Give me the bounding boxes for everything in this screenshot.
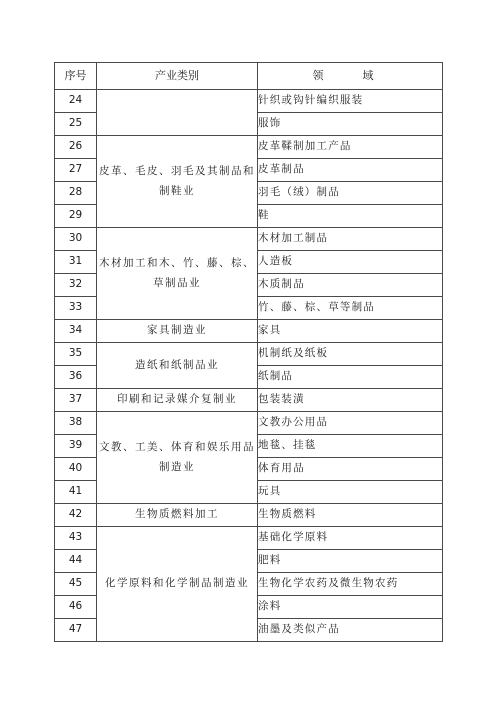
industry-category: 造纸和纸制品业 xyxy=(97,343,258,389)
table-body xyxy=(55,90,443,642)
domain-cell: 机制纸及纸板 xyxy=(258,343,443,366)
table-row xyxy=(55,527,443,550)
table-row xyxy=(55,504,443,527)
row-number: 46 xyxy=(55,596,97,619)
domain-cell: 涂料 xyxy=(258,596,443,619)
row-number: 33 xyxy=(55,297,97,320)
row-number: 45 xyxy=(55,573,97,596)
row-number: 39 xyxy=(55,435,97,458)
domain-cell: 皮革制品 xyxy=(258,159,443,182)
row-number: 27 xyxy=(55,159,97,182)
industry-category: 文教、工美、体育和娱乐用品制造业 xyxy=(97,412,258,504)
row-number: 44 xyxy=(55,550,97,573)
table-header-row xyxy=(55,63,443,90)
table-row xyxy=(55,320,443,343)
header-domain: 领 域 xyxy=(258,63,443,90)
industry-category: 化学原料和化学制品制造业 xyxy=(97,527,258,642)
domain-cell: 基础化学原料 xyxy=(258,527,443,550)
domain-cell: 玩具 xyxy=(258,481,443,504)
domain-cell: 油墨及类似产品 xyxy=(258,619,443,642)
domain-cell: 生物质燃料 xyxy=(258,504,443,527)
industry-category: 木材加工和木、竹、藤、棕、草制品业 xyxy=(97,228,258,320)
row-number: 38 xyxy=(55,412,97,435)
table-row xyxy=(55,136,443,159)
industry-category: 皮革、毛皮、羽毛及其制品和制鞋业 xyxy=(97,136,258,228)
domain-cell: 羽毛（绒）制品 xyxy=(258,182,443,205)
row-number: 42 xyxy=(55,504,97,527)
row-number: 35 xyxy=(55,343,97,366)
domain-cell: 皮革鞣制加工产品 xyxy=(258,136,443,159)
row-number: 30 xyxy=(55,228,97,251)
domain-cell: 竹、藤、棕、草等制品 xyxy=(258,297,443,320)
row-number: 26 xyxy=(55,136,97,159)
industry-category xyxy=(97,90,258,136)
row-number: 47 xyxy=(55,619,97,642)
row-number: 25 xyxy=(55,113,97,136)
row-number: 40 xyxy=(55,458,97,481)
row-number: 41 xyxy=(55,481,97,504)
domain-cell: 肥料 xyxy=(258,550,443,573)
domain-cell: 服饰 xyxy=(258,113,443,136)
row-number: 24 xyxy=(55,90,97,113)
table-row xyxy=(55,228,443,251)
domain-cell: 体育用品 xyxy=(258,458,443,481)
table-row xyxy=(55,412,443,435)
header-category: 产业类别 xyxy=(97,63,258,90)
row-number: 28 xyxy=(55,182,97,205)
row-number: 32 xyxy=(55,274,97,297)
domain-cell: 木质制品 xyxy=(258,274,443,297)
industry-category: 生物质燃料加工 xyxy=(97,504,258,527)
domain-cell: 家具 xyxy=(258,320,443,343)
domain-cell: 鞋 xyxy=(258,205,443,228)
domain-cell: 针织或钩针编织服装 xyxy=(258,90,443,113)
domain-cell: 木材加工制品 xyxy=(258,228,443,251)
domain-cell: 生物化学农药及微生物农药 xyxy=(258,573,443,596)
domain-cell: 纸制品 xyxy=(258,366,443,389)
table-row xyxy=(55,90,443,113)
table-row xyxy=(55,389,443,412)
domain-cell: 包装装潢 xyxy=(258,389,443,412)
industry-table xyxy=(54,62,443,642)
domain-cell: 文教办公用品 xyxy=(258,412,443,435)
row-number: 36 xyxy=(55,366,97,389)
row-number: 34 xyxy=(55,320,97,343)
header-seq: 序号 xyxy=(55,63,97,90)
industry-category: 家具制造业 xyxy=(97,320,258,343)
row-number: 31 xyxy=(55,251,97,274)
table-row xyxy=(55,343,443,366)
row-number: 29 xyxy=(55,205,97,228)
row-number: 43 xyxy=(55,527,97,550)
domain-cell: 地毯、挂毯 xyxy=(258,435,443,458)
industry-category: 印刷和记录媒介复制业 xyxy=(97,389,258,412)
domain-cell: 人造板 xyxy=(258,251,443,274)
row-number: 37 xyxy=(55,389,97,412)
